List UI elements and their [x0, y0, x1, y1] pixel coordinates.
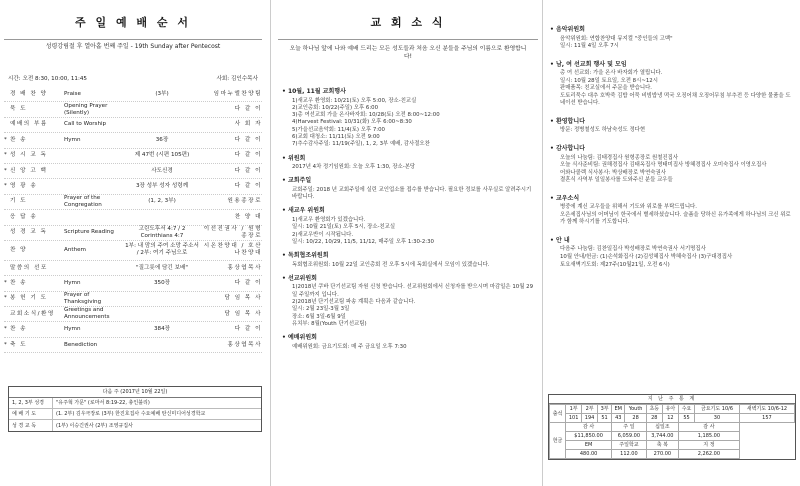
statistics-cell: 30	[695, 414, 740, 423]
order-item-english: Scripture Reading	[64, 229, 114, 236]
duty-text: (1. 2부) 김우극장로 (3부) 한진호집사 수요예배 탄신미디어성경학교	[56, 411, 206, 418]
order-item-leader: 다 같 이	[234, 183, 262, 190]
statistics-cell: 43	[612, 414, 625, 423]
order-item-detail: (1, 2, 3부)	[148, 198, 176, 205]
order-item-name: 축 도	[10, 341, 28, 348]
worship-order-column	[4, 6, 262, 429]
news-list-continued	[548, 6, 796, 269]
order-mark: *	[4, 341, 7, 348]
order-row	[4, 118, 262, 133]
statistics-cell: 270.00	[646, 450, 678, 459]
presiding-minister: 사회: 김인수목사	[216, 76, 258, 82]
order-row	[4, 133, 262, 148]
statistics-cell: 3부	[598, 405, 612, 414]
news-body: 병중에 계신 교우들을 위해서 기도와 위로를 부탁드립니다. 오은세집사님의 어머님이 한국에서 별세하셨습니다. 슬픔을 당하신 유가족에게 하나님의 크신 위로가 함께 하시기를 기도합니다.	[560, 204, 791, 226]
order-item-name: 찬 송	[10, 326, 28, 333]
order-item-english: Opening Prayer (Silently)	[64, 102, 108, 116]
statistics-cell: 1,185.00	[678, 432, 739, 441]
news-heading: • 남, 여 선교회 행사 및 모임	[550, 61, 794, 69]
order-mark: *	[4, 183, 7, 190]
news-heading: • 환영합니다	[550, 118, 794, 126]
statistics-cell: EM	[566, 441, 612, 450]
news-heading: • 새교우 위원회	[282, 207, 534, 215]
order-item-english: Hymn	[64, 136, 81, 143]
column-divider	[542, 0, 543, 486]
order-row	[4, 276, 262, 291]
order-row	[4, 307, 262, 322]
order-mark: *	[4, 279, 7, 286]
order-item-leader: 찬 양 대	[234, 213, 262, 220]
statistics-cell: 55	[678, 414, 694, 423]
news-heading: • 음악위원회	[550, 26, 794, 34]
statistics-cell: 6,059.00	[612, 432, 647, 441]
order-item-name: 신 앙 고 백	[10, 167, 48, 174]
order-item-leader: 홍상엽목사	[227, 264, 262, 271]
statistics-cell: 12	[662, 414, 678, 423]
order-item-leader: 담 임 목 사	[224, 310, 262, 317]
order-item-leader: 원용종장로	[227, 198, 262, 205]
church-news-title: 교 회 소 식	[278, 6, 538, 40]
order-item-detail: 1부: 내 맘의 주여 소망 주소서 / 2부: 여기 주님으로	[125, 243, 199, 257]
order-item-english: Prayer of the Congregation	[64, 194, 102, 208]
news-heading: • 위원회	[282, 155, 534, 163]
order-item-leader: 다 같 이	[234, 106, 262, 113]
order-item-name: 예배의 부름	[10, 121, 48, 128]
order-item-leader: 다 같 이	[234, 167, 262, 174]
statistics-cell: Youth	[625, 405, 646, 414]
statistics-cell: 1부	[566, 405, 582, 414]
duty-label: 성 경 교 독	[9, 420, 53, 431]
order-mark: *	[4, 295, 7, 302]
order-mark: *	[4, 167, 7, 174]
church-news-continued-column	[548, 6, 796, 458]
order-item-english: Hymn	[64, 326, 81, 333]
news-body: 교회주일: 2018 년 교회주일에 실린 교인업소를 접수를 받습니다. 필요한 정보를 사무실로 알려주시기 바랍니다.	[292, 186, 532, 201]
order-item-detail: 350장	[153, 279, 171, 286]
order-item-english: Greetings and Announcements	[64, 307, 110, 321]
weekly-statistics	[548, 394, 796, 460]
order-item-leader: 임마누엘찬양팀	[213, 90, 262, 97]
order-item-leader: 담 임 목 사	[224, 295, 262, 302]
news-body: 총 여 선교회: 가을 온사 바자회가 열립니다. 일시: 10월 28일 토요일, 오전 8시~12시 판매품목: 친교실에서 주문을 받습니다. 도토리묵수 대추 호박죽 김밥 어묵 비빔밥냉 떡국 오징어채 오징어무침 부추전 등 다양한 물품을 도네이션 받습니다.	[560, 70, 791, 107]
statistics-cell: 초등	[646, 405, 662, 414]
duty-label: 예 배 기 도	[9, 409, 53, 419]
statistics-cell: 유아	[662, 405, 678, 414]
order-item-leader: 다 같 이	[234, 326, 262, 333]
order-row	[4, 149, 262, 164]
statistics-cell: 축 복	[646, 441, 678, 450]
statistics-cell: 157	[739, 414, 794, 423]
order-item-name: 성 시 교 독	[10, 152, 48, 159]
worship-order-title: 주 일 예 배 순 서	[4, 6, 262, 40]
news-body: 다음주 나눔팀: 김찬일집사 박성배장로 박연숙권사 서기명집사 10월 안내/헌금: (1)손석화집사 (2)김성혜집사 박혜숙집사 (3)구대경집사 토요새벽기도회: 제27주(10월21일, 오전 6시)	[560, 246, 733, 268]
statistics-row	[550, 423, 795, 432]
statistics-row	[550, 432, 795, 441]
service-time: 시간: 오전 8:30, 10:00, 11:45	[8, 76, 87, 82]
order-item-name: 찬 양	[10, 246, 28, 253]
order-mark: *	[4, 152, 7, 159]
order-item-name: 기 도	[10, 198, 28, 205]
order-item-name: 말씀의 선포	[10, 264, 48, 271]
order-row	[4, 164, 262, 179]
duty-row	[9, 420, 261, 431]
statistics-cell: 112.00	[612, 450, 647, 459]
news-body: 독회협조위원회: 10월 22일 교인총회 전 오후 5시에 독회실에서 모임이 있겠습니다.	[292, 261, 490, 268]
statistics-group-label: 헌금	[550, 423, 566, 459]
statistics-cell: 194	[582, 414, 598, 423]
news-heading: • 교우소식	[550, 195, 794, 203]
statistics-row	[550, 441, 795, 450]
duty-row	[9, 398, 261, 409]
order-row	[4, 87, 262, 102]
news-body: 2017년 4차 정기임원회: 오늘 오후 1:30, 장소-본당	[292, 164, 416, 171]
statistics-cell: 감 사	[678, 423, 739, 432]
worship-subtitle: 성령강림절 후 열아홉 번째 주일 - 19th Sunday after Pentecost	[45, 43, 221, 50]
order-item-english: Benediction	[64, 341, 98, 348]
order-item-name: 찬 송	[10, 279, 28, 286]
order-item-english: Praise	[64, 90, 81, 97]
statistics-cell: 지 정	[678, 441, 739, 450]
news-body: 오늘의 나눔팀: 김태경집사 원형종장로 원철진집사 오늘 식사준비팀: 권해경집사 김태옥집사 명태미집사 방혜경집사 오미숙집사 이영오집사 어와나콜렉 식사봉사: 박상배장로 박연숙권사 결혼식 사역부 일일봉사를 도와주신 분들 교우들	[560, 154, 767, 184]
statistics-cell: 감 사	[566, 423, 612, 432]
statistics-cell: 2부	[582, 405, 598, 414]
order-item-detail: (3부)	[155, 90, 169, 97]
order-mark: *	[4, 326, 7, 333]
duty-label: 1, 2, 3부 성경	[9, 398, 53, 408]
order-item-detail: 사도신경	[151, 167, 173, 174]
news-body: 1)2018년 쿠바 단기선교팀 자원 신청 받습니다. 선교위원회에서 신청자를 받으시며 마감일은 10월 29일 주일까지 입니다. 2)2018년 단기선교팀 파송 계획은 다음과 같습니다. 일시: 2월 23일-3월 3일 장소: 6월 3일-6월 9일 유치부: 8월(Youth 단기선교팀)	[292, 284, 533, 327]
order-item-leader: 홍상엽목사	[227, 341, 262, 348]
duty-text: (1부) 이승긴권사 (2부) 조영규집사	[56, 422, 133, 429]
order-row	[4, 226, 262, 241]
column-divider	[270, 0, 271, 486]
order-item-detail: 384장	[153, 326, 171, 333]
order-item-detail: 36장	[155, 136, 169, 143]
order-row	[4, 261, 262, 276]
statistics-cell: EM	[612, 405, 625, 414]
news-heading: • 예배위원회	[282, 334, 534, 342]
statistics-cell: 십일조	[646, 423, 678, 432]
statistics-cell: 101	[566, 414, 582, 423]
news-heading: • 선교위원회	[282, 275, 534, 283]
order-item-name: 찬 송	[10, 136, 28, 143]
order-item-name: 응 답 송	[10, 213, 38, 220]
order-row	[4, 195, 262, 210]
order-row	[4, 179, 262, 194]
news-heading: • 교회주일	[282, 177, 534, 185]
statistics-cell: 2,262.00	[678, 450, 739, 459]
news-heading: • 독회협조위원회	[282, 252, 534, 260]
welcome-message: 오늘 하나님 앞에 나와 예배 드리는 모든 성도들과 처음 오신 분들을 주님의 이름으로 환영합니다!	[289, 46, 527, 60]
order-row	[4, 210, 262, 225]
statistics-cell: 새벽기도 10/6-12	[739, 405, 794, 414]
order-item-detail: 고린도후서 4:7 / 2 Corinthians 4:7	[138, 225, 186, 239]
order-item-english: Anthem	[64, 246, 87, 253]
order-item-name: 교회소식/환영	[10, 310, 55, 317]
news-list	[278, 74, 538, 351]
order-item-leader: 시온찬양대 / 호산나찬양대	[203, 243, 262, 257]
statistics-cell: 3,744.00	[646, 432, 678, 441]
statistics-group-label: 출석	[550, 405, 566, 423]
news-body: 예배위원회: 금요기도회: 매 주 금요일 오후 7:30	[292, 343, 407, 350]
statistics-row	[550, 450, 795, 459]
order-item-english: Call to Worship	[64, 121, 107, 128]
duty-header: 다음 주 (2017년 10월 22일)	[9, 387, 261, 398]
statistics-cell: 28	[625, 414, 646, 423]
next-week-duty-box	[8, 386, 262, 432]
order-mark: *	[4, 136, 7, 143]
order-item-name: 봉 헌 기 도	[10, 295, 48, 302]
order-row	[4, 241, 262, 261]
statistics-title: 지 난 주 통 계	[549, 395, 795, 404]
order-item-leader: 사 회 자	[234, 121, 262, 128]
statistics-cell: 51	[598, 414, 612, 423]
order-item-name: 묵 도	[10, 106, 28, 113]
church-news-column	[278, 6, 538, 351]
news-body: 1)새교우 환영회가 있겠습니다. 일시: 10월 21일(토) 오후 5시, 장소-친교실 2)새교우반이 시작됩니다. 일시: 10/22, 10/29, 11/5, 11/12, 매주일 오후 1:30-2:30	[292, 216, 434, 245]
order-item-name: 영 광 송	[10, 183, 38, 190]
duty-row	[9, 409, 261, 420]
news-heading: • 10월, 11월 교회행사	[282, 88, 534, 96]
statistics-cell: 주 일	[612, 423, 647, 432]
order-item-leader: 다 같 이	[234, 136, 262, 143]
news-body: 방문: 정병철성도 하남숙성도 정다현	[560, 127, 646, 134]
duty-text: "유주혁 가문" (로마서 8:19-22, 총인블리)	[56, 400, 150, 407]
statistics-row	[550, 405, 795, 414]
news-heading: • 안 내	[550, 237, 794, 245]
order-row	[4, 338, 262, 353]
statistics-cell: 480.00	[566, 450, 612, 459]
order-row	[4, 322, 262, 337]
statistics-cell: 28	[646, 414, 662, 423]
order-item-english: Hymn	[64, 279, 81, 286]
order-row	[4, 102, 262, 117]
news-body: 음악위원회: 연합찬양대 뮤지컬 "중인들의 고백" 일시: 11월 4일 오후 7시	[560, 35, 673, 50]
order-item-english: Prayer of Thanksgiving	[64, 291, 102, 305]
statistics-cell: 수요	[678, 405, 694, 414]
order-item-leader: 이선진권사 / 원형종장로	[203, 225, 262, 239]
statistics-cell: 주일학교	[612, 441, 647, 450]
news-heading: • 감사합니다	[550, 145, 794, 153]
statistics-table	[549, 404, 795, 459]
statistics-cell: $11,850.00	[566, 432, 612, 441]
order-item-detail: 제 47번 (시편 105편)	[134, 152, 190, 159]
worship-order-list	[4, 87, 262, 353]
order-item-detail: "질그릇에 담긴 보배"	[136, 264, 188, 271]
service-time-row	[4, 58, 262, 87]
order-item-name: 성 경 교 독	[10, 229, 48, 236]
statistics-row	[550, 414, 795, 423]
news-body: 1)새교우 환영회: 10/21(토) 오후 5:00, 장소-친교실 2)교인총회: 10/22(주일) 오후 6:00 3)총 여선교회 가을 온사바자회: 10/28(토) 오전 8:00~12:00 4)Harvest Festival: 10/31(화) 오후 6:00~8:30 5)가을선교음악회: 11/4(토) 오후 7:00 6)교회 대청소: 11/11(토) 오전 9:00 7)추수감사주일: 11/19(주일), 1, 2, 3부 예배, 감사절오찬	[292, 97, 440, 148]
order-item-name: 경 배 찬 양	[10, 90, 48, 97]
statistics-cell: 금요기도 10/6	[695, 405, 740, 414]
order-item-leader: 다 같 이	[234, 152, 262, 159]
order-item-leader: 다 같 이	[234, 279, 262, 286]
order-item-detail: 3장 성부 성자 성령께	[135, 183, 189, 190]
order-row	[4, 292, 262, 307]
